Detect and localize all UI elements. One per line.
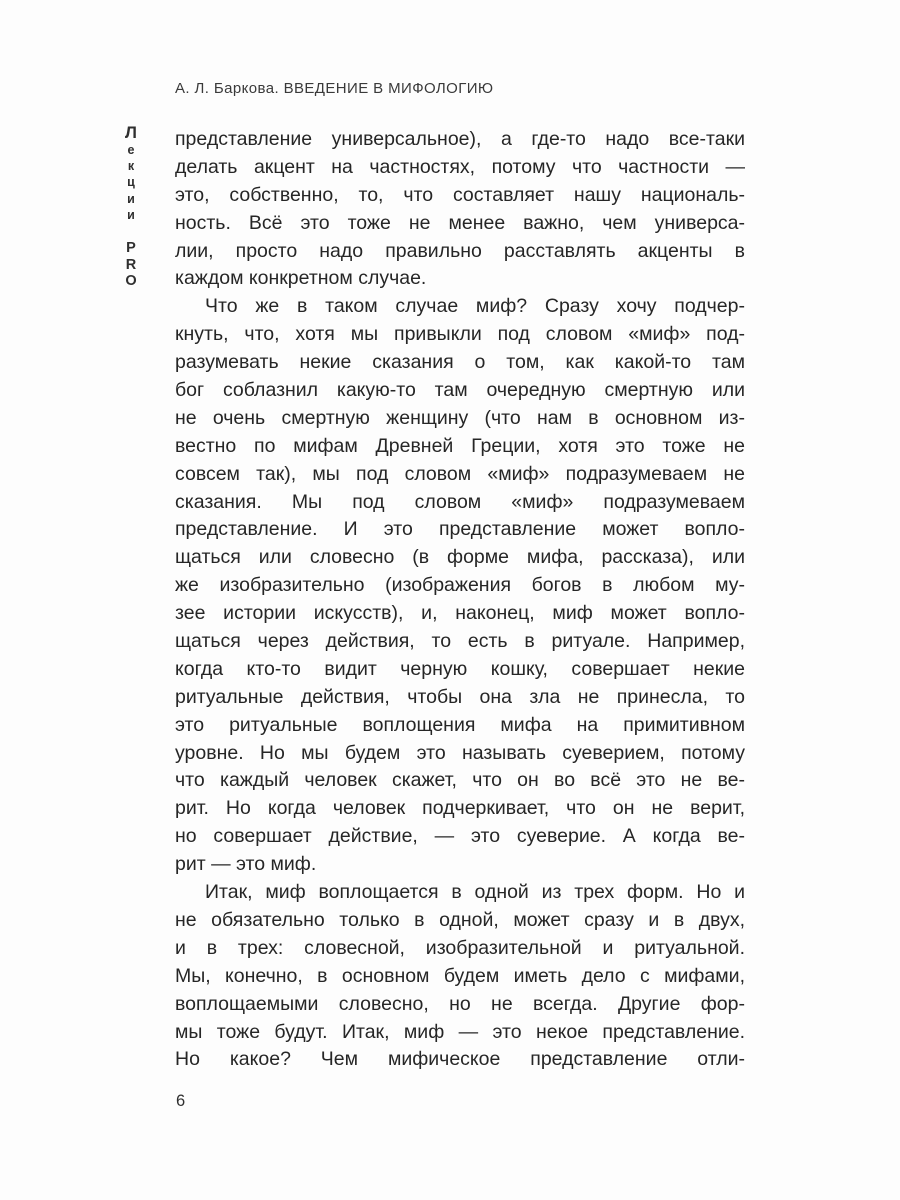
paragraph — [175, 126, 745, 293]
spine-letter: Л — [125, 123, 137, 142]
text-line: ность. Всё это тоже не менее важно, чем универса- — [175, 211, 745, 234]
paragraph — [175, 293, 745, 879]
text-line: разумевать некие сказания о том, как какой-то там — [175, 351, 745, 374]
text-line: же изобразительно (изображения богов в любом му- — [175, 574, 745, 597]
text-line: представление. И это представление может вопло- — [175, 518, 745, 541]
page-number: 6 — [176, 1092, 186, 1110]
text-line: представление универсальное), а где-то надо все-таки — [175, 128, 745, 150]
text-line: вестно по мифам Древней Греции, хотя это тоже не — [175, 434, 745, 457]
text-line: но совершает действие, — это суеверие. А когда ве- — [175, 825, 745, 848]
text-line: сказания. Мы под словом «миф» подразумеваем — [175, 490, 745, 513]
text-line: мы тоже будут. Итак, миф — это некое представление. — [175, 1020, 745, 1043]
series-spine-label — [118, 124, 144, 290]
paragraph — [175, 879, 745, 1074]
text-line: Что же в таком случае миф? Сразу хочу подчер- — [205, 295, 745, 318]
spine-letter: ц — [127, 175, 135, 190]
spine-letter: и — [127, 207, 135, 222]
body-text — [175, 126, 745, 1074]
text-line: Мы, конечно, в основном будем иметь дело с мифами, — [175, 964, 745, 987]
text-line: лии, просто надо правильно расставлять акценты в — [175, 239, 745, 262]
text-line: Итак, миф воплощается в одной из трех форм. Но и — [205, 881, 745, 904]
text-line: совсем так), мы под словом «миф» подразумеваем не — [175, 462, 745, 485]
text-line: ритуальные действия, чтобы она зла не принесла, то — [175, 685, 745, 708]
spine-gap — [118, 223, 144, 240]
spine-letter: O — [125, 273, 137, 290]
text-line: щаться или словесно (в форме мифа, рассказа), или — [175, 546, 745, 569]
text-line: уровне. Но мы будем это называть суеверием, потому — [175, 741, 745, 764]
text-line: рит — это миф. — [175, 853, 317, 876]
spine-letter: и — [127, 191, 135, 206]
text-line: не очень смертную женщину (что нам в основном из- — [175, 406, 745, 429]
text-line: бог соблазнил какую-то там очередную смертную или — [175, 379, 745, 402]
text-line: воплощаемыми словесно, но не всегда. Другие фор- — [175, 992, 745, 1015]
text-line: не обязательно только в одной, может сразу и в двух, — [175, 908, 745, 931]
text-line: и в трех: словесной, изобразительной и ритуальной. — [175, 936, 745, 959]
text-line: когда кто-то видит черную кошку, совершает некие — [175, 657, 745, 680]
spine-letter: к — [127, 159, 135, 174]
text-line: зее истории искусств), и, наконец, миф может вопло- — [175, 602, 745, 625]
text-line: это, собственно, то, что составляет нашу националь- — [175, 183, 745, 206]
text-line: что каждый человек скажет, что он во всё это не ве- — [175, 769, 745, 792]
running-header: А. Л. Баркова. ВВЕДЕНИЕ В МИФОЛОГИЮ — [175, 80, 494, 97]
text-line: щаться через действия, то есть в ритуале. Например, — [175, 630, 745, 653]
spine-letter: е — [127, 143, 135, 157]
text-line: каждом конкретном случае. — [175, 267, 427, 290]
text-line: Но какое? Чем мифическое представление отли- — [175, 1048, 745, 1071]
text-line: это ритуальные воплощения мифа на примитивном — [175, 713, 745, 736]
text-line: делать акцент на частностях, потому что частности — — [175, 155, 745, 178]
spine-letter: P — [126, 240, 136, 257]
text-line: рит. Но когда человек подчеркивает, что он не верит, — [175, 797, 745, 820]
spine-letter: R — [125, 256, 137, 273]
text-line: кнуть, что, хотя мы привыкли под словом «миф» под- — [175, 323, 745, 346]
